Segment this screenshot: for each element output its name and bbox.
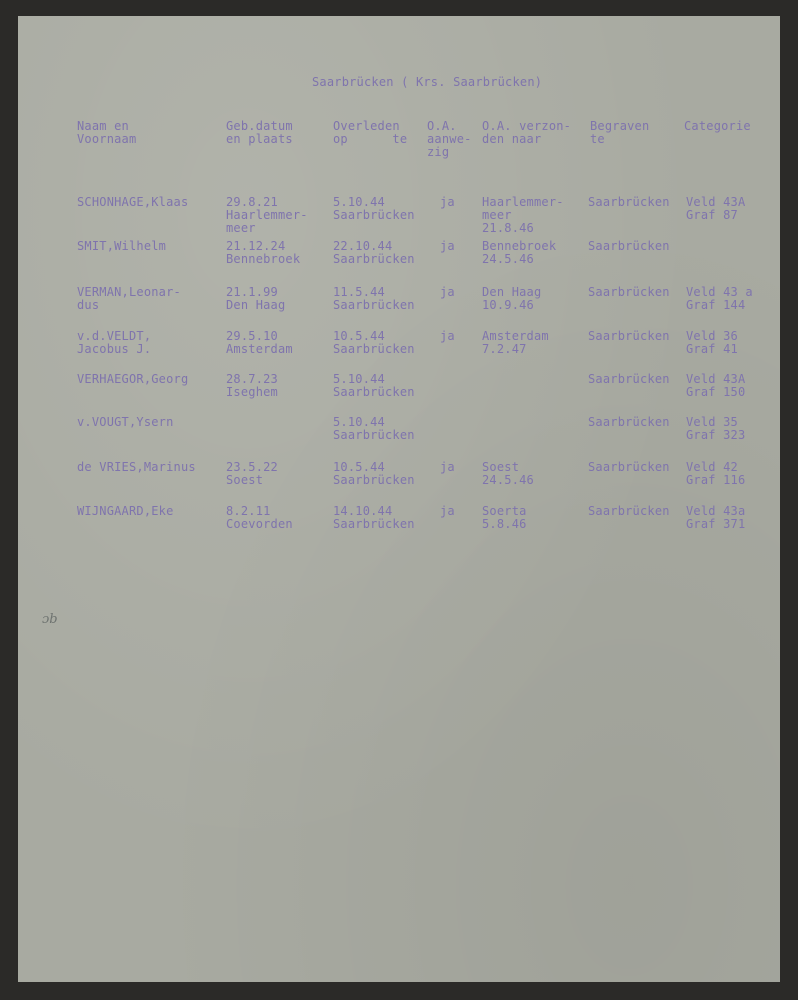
record-3-naam: VERMAN,Leonar- dus bbox=[77, 285, 181, 312]
record-7-oa: ja bbox=[440, 460, 455, 474]
record-2-oa: ja bbox=[440, 239, 455, 253]
record-2-overleden: 22.10.44 Saarbrücken bbox=[333, 239, 415, 266]
record-4-categorie: Veld 36 Graf 41 bbox=[686, 329, 738, 356]
record-7-verzonden: Soest 24.5.46 bbox=[482, 460, 534, 487]
record-3-begraven: Saarbrücken bbox=[588, 285, 670, 299]
record-5-overleden: 5.10.44 Saarbrücken bbox=[333, 372, 415, 399]
record-2-verzonden: Bennebroek 24.5.46 bbox=[482, 239, 557, 266]
record-1-begraven: Saarbrücken bbox=[588, 195, 670, 209]
record-2-begraven: Saarbrücken bbox=[588, 239, 670, 253]
record-8-overleden: 14.10.44 Saarbrücken bbox=[333, 504, 415, 531]
record-1-geb: 29.8.21 Haarlemmer- meer bbox=[226, 195, 308, 235]
record-6-naam: v.VOUGT,Ysern bbox=[77, 415, 174, 429]
record-1-overleden: 5.10.44 Saarbrücken bbox=[333, 195, 415, 222]
record-4-begraven: Saarbrücken bbox=[588, 329, 670, 343]
record-3-categorie: Veld 43 a Graf 144 bbox=[686, 285, 753, 312]
record-2-naam: SMIT,Wilhelm bbox=[77, 239, 167, 253]
record-5-begraven: Saarbrücken bbox=[588, 372, 670, 386]
record-6-begraven: Saarbrücken bbox=[588, 415, 670, 429]
record-6-overleden: 5.10.44 Saarbrücken bbox=[333, 415, 415, 442]
record-4-geb: 29.5.10 Amsterdam bbox=[226, 329, 293, 356]
record-7-overleden: 10.5.44 Saarbrücken bbox=[333, 460, 415, 487]
record-3-overleden: 11.5.44 Saarbrücken bbox=[333, 285, 415, 312]
scan-edge bbox=[780, 0, 798, 1000]
record-8-geb: 8.2.11 Coevorden bbox=[226, 504, 293, 531]
record-8-oa: ja bbox=[440, 504, 455, 518]
record-7-geb: 23.5.22 Soest bbox=[226, 460, 278, 487]
record-4-verzonden: Amsterdam 7.2.47 bbox=[482, 329, 549, 356]
header-categorie: Categorie bbox=[684, 119, 751, 133]
header-naam: Naam en Voornaam bbox=[77, 119, 137, 146]
record-8-begraven: Saarbrücken bbox=[588, 504, 670, 518]
record-1-oa: ja bbox=[440, 195, 455, 209]
record-3-verzonden: Den Haag 10.9.46 bbox=[482, 285, 542, 312]
record-1-categorie: Veld 43A Graf 87 bbox=[686, 195, 746, 222]
record-4-oa: ja bbox=[440, 329, 455, 343]
record-7-categorie: Veld 42 Graf 116 bbox=[686, 460, 746, 487]
header-overleden: Overleden op te bbox=[333, 119, 408, 146]
record-5-naam: VERHAEGOR,Georg bbox=[77, 372, 189, 386]
record-7-naam: de VRIES,Marinus bbox=[77, 460, 196, 474]
record-4-overleden: 10.5.44 Saarbrücken bbox=[333, 329, 415, 356]
header-begraven: Begraven te bbox=[590, 119, 650, 146]
record-1-verzonden: Haarlemmer- meer 21.8.46 bbox=[482, 195, 564, 235]
document-page bbox=[18, 16, 782, 982]
margin-mark: ɔb bbox=[42, 612, 58, 627]
record-3-geb: 21.1.99 Den Haag bbox=[226, 285, 286, 312]
record-5-categorie: Veld 43A Graf 150 bbox=[686, 372, 746, 399]
header-geboortedatum: Geb.datum en plaats bbox=[226, 119, 293, 146]
header-oa-verzonden: O.A. verzon- den naar bbox=[482, 119, 572, 146]
record-5-geb: 28.7.23 Iseghem bbox=[226, 372, 278, 399]
record-3-oa: ja bbox=[440, 285, 455, 299]
record-8-naam: WIJNGAARD,Eke bbox=[77, 504, 174, 518]
page-title: Saarbrücken ( Krs. Saarbrücken) bbox=[312, 75, 543, 89]
record-8-verzonden: Soerta 5.8.46 bbox=[482, 504, 527, 531]
record-7-begraven: Saarbrücken bbox=[588, 460, 670, 474]
record-6-categorie: Veld 35 Graf 323 bbox=[686, 415, 746, 442]
record-1-naam: SCHONHAGE,Klaas bbox=[77, 195, 189, 209]
record-8-categorie: Veld 43a Graf 371 bbox=[686, 504, 746, 531]
record-2-geb: 21.12.24 Bennebroek bbox=[226, 239, 301, 266]
record-4-naam: v.d.VELDT, Jacobus J. bbox=[77, 329, 152, 356]
header-oa-aanwezig: O.A. aanwe- zig bbox=[427, 119, 472, 159]
